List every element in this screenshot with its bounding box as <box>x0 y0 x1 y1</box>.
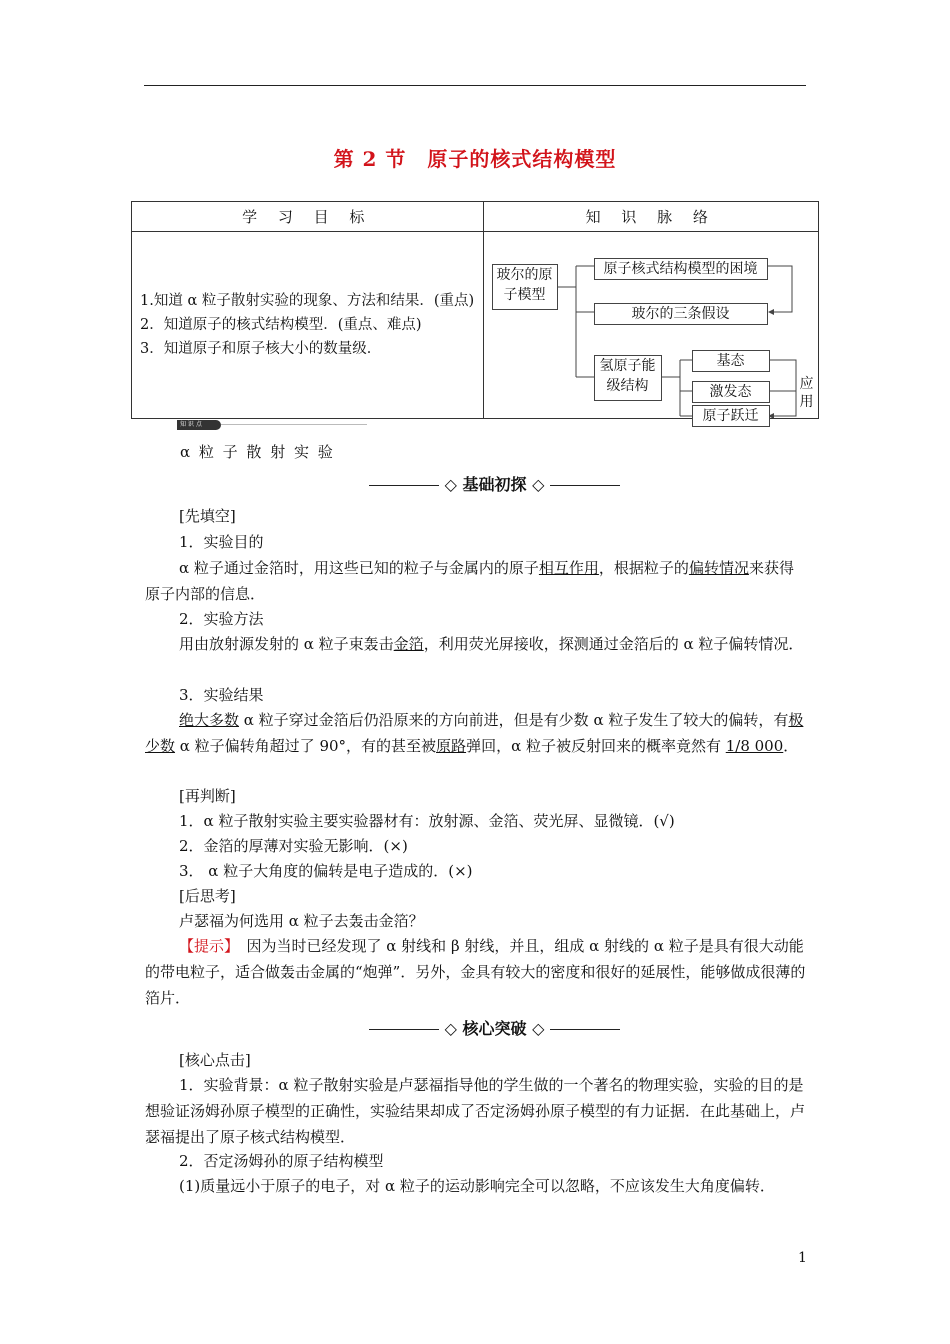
judge-item: 3． α 粒子大角度的偏转是电子造成的．(×) <box>179 862 473 880</box>
hint-paragraph: 【提示】 因为当时已经发现了 α 射线和 β 射线，并且，组成 α 射线的 α 粒子是具有很大动能的带电粒子，适合做轰击金属的“炮弹”．另外，金具有较大的密度和很好的延展性，能够做成很薄的箔片． <box>145 937 806 1007</box>
point-2-title: 2．实验方法 <box>179 610 264 628</box>
goal-item: 3．知道原子和原子核大小的数量级． <box>140 341 382 357</box>
hint-label: 【提示】 <box>179 937 232 955</box>
diagram-node-ground: 基态 <box>692 350 770 372</box>
core-paragraph-3: (1)质量远小于原子的电子，对 α 粒子的运动影响完全可以忽略，不应该发生大角度偏转． <box>179 1177 775 1195</box>
diagram-node-dilemma: 原子核式结构模型的困境 <box>594 258 768 280</box>
knowledge-diagram <box>483 232 818 424</box>
goals-cell <box>132 232 484 419</box>
point-3-text: 绝大多数 α 粒子穿过金箔后仍沿原来的方向前进，但是有少数 α 粒子发生了较大的偏转，有极少数 α 粒子偏转角超过了 90°，有的甚至被原路弹回，α 粒子被反射回来的概率竟然有 1/8 000． <box>145 711 804 755</box>
point-1-title: 1．实验目的 <box>179 533 264 551</box>
judge-item: 1．α 粒子散射实验主要实验器材有：放射源、金箔、荧光屏、显微镜．(√) <box>179 812 675 830</box>
page-title: 第 2 节 原子的核式结构模型 <box>333 147 617 171</box>
knowledge-point-badge <box>177 418 367 432</box>
diagram-node-root: 玻尔的原子模型 <box>492 264 558 310</box>
topic-heading: α 粒 子 散 射 实 验 <box>180 443 335 461</box>
point-3-title: 3．实验结果 <box>179 686 264 704</box>
core-tag: [核心点击] <box>179 1051 251 1069</box>
think-question: 卢瑟福为何选用 α 粒子去轰击金箔？ <box>179 912 424 930</box>
core-paragraph-1: 1．实验背景：α 粒子散射实验是卢瑟福指导他的学生做的一个著名的物理实验，实验的目的是想验证汤姆孙原子模型的正确性，实验结果却成了否定汤姆孙原子模型的有力证据．在此基础上，卢瑟福提出了原子核式结构模型． <box>145 1076 806 1146</box>
section-basic-exploration: ◇ 基础初探 ◇ <box>362 472 627 495</box>
diagram-node-hydrogen: 氢原子能级结构 <box>594 355 662 401</box>
point-2-text: 用由放射源发射的 α 粒子束轰击金箔，利用荧光屏接收，探测通过金箔后的 α 粒子偏转情况． <box>179 635 804 653</box>
header-rule <box>144 85 806 86</box>
diagram-node-excited: 激发态 <box>692 381 770 403</box>
judge-tag: [再判断] <box>179 787 236 805</box>
diagram-node-postulates: 玻尔的三条假设 <box>594 303 768 325</box>
diagram-label-application: 应用 <box>799 376 814 410</box>
goal-item: 1.知道 α 粒子散射实验的现象、方法和结果．(重点) <box>140 293 475 309</box>
section-title: 基础初探 <box>462 475 527 494</box>
goal-item: 2．知道原子的核式结构模型．(重点、难点) <box>140 317 422 333</box>
section-core-breakthrough: ◇ 核心突破 ◇ <box>362 1016 627 1039</box>
section-title: 核心突破 <box>462 1019 527 1038</box>
point-1-text: α 粒子通过金箔时，用这些已知的粒子与金属内的原子相互作用，根据粒子的偏转情况来获得原子内部的信息． <box>145 559 794 603</box>
badge-label: 知 识 点 <box>180 421 202 428</box>
fill-tag: [先填空] <box>179 507 236 525</box>
page-number: 1 <box>798 1250 807 1266</box>
col-header-context: 知 识 脉 络 <box>483 202 818 232</box>
think-tag: [后思考] <box>179 887 236 905</box>
judge-item: 2．金箔的厚薄对实验无影响．(×) <box>179 837 408 855</box>
diagram-node-transition: 原子跃迁 <box>692 405 770 427</box>
col-header-goals: 学 习 目 标 <box>132 202 484 232</box>
objectives-table <box>131 201 819 424</box>
core-paragraph-2: 2．否定汤姆孙的原子结构模型 <box>179 1152 384 1170</box>
